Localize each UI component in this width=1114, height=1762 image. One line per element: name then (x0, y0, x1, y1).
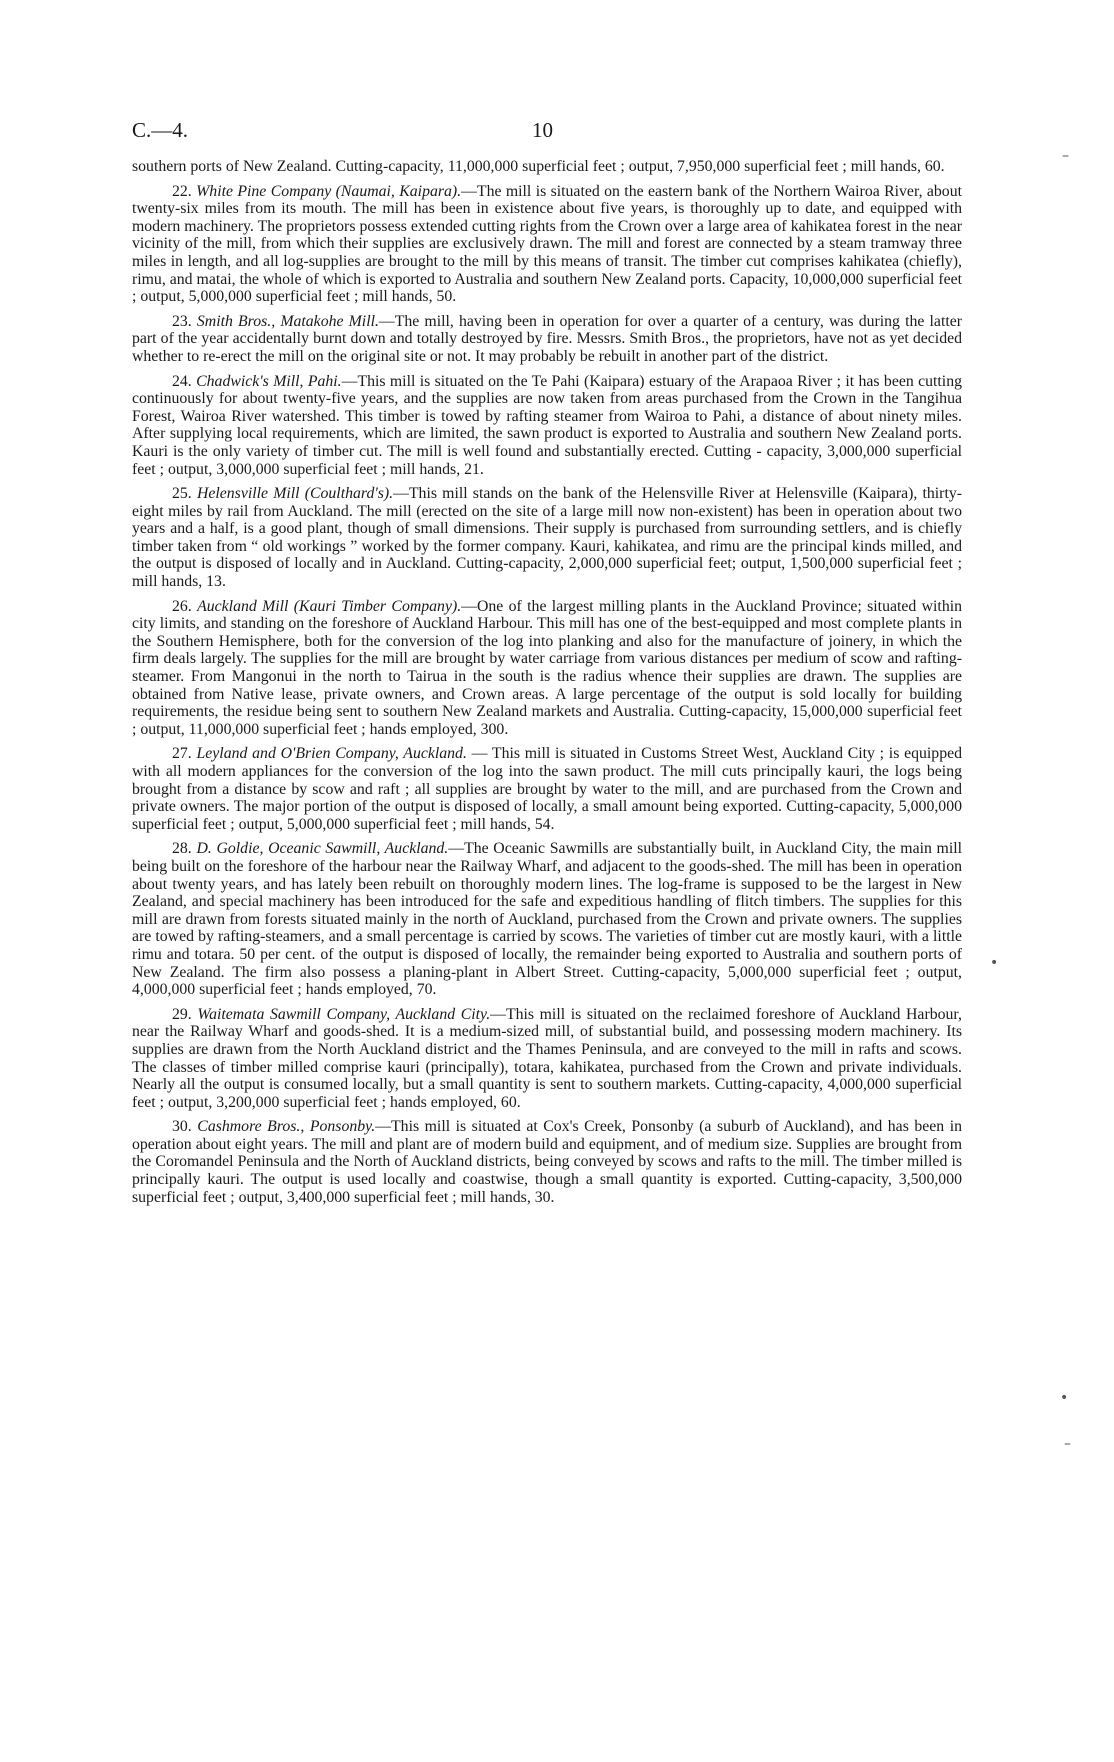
paragraph-26 (132, 598, 962, 739)
margin-dot-mark: • (1060, 1390, 1069, 1406)
paragraph-29 (132, 1006, 962, 1112)
paragraph-24 (132, 373, 962, 479)
paragraph-text: —The mill, having been in operation for over a quarter of a century, was during the latter part of the year accidentally burnt down and totally destroyed by fire. Messrs. Smith Bros., the proprietors, have not as yet decided whether to re-erect the mill on the original site or not. It may probably be rebuilt in another part of the district. (132, 312, 962, 365)
paragraph-text: —This mill is situated on the reclaimed foreshore of Auckland Harbour, near the Railway Wharf and goods-shed. It is a medium-sized mill, of substantial build, and possessing modern machinery. Its supplies are drawn from the North Auckland district and the Thames Peninsula, and are conveyed to the mill in rafts and scows. The classes of timber milled comprise kauri (principally), totara, kahikatea, purchased from the Crown and private individuals. Nearly all the output is consumed locally, but a small quantity is sent to southern markets. Cutting-capacity, 4,000,000 superficial feet ; output, 3,200,000 superficial feet ; hands employed, 60. (132, 1005, 962, 1111)
paragraph-number: 30. (172, 1118, 192, 1136)
mill-title: White Pine Company (Naumai, Kaipara). (196, 182, 462, 200)
paragraph-number: 29. (172, 1005, 192, 1023)
paragraph-30 (132, 1118, 962, 1206)
body-text (132, 158, 962, 1206)
mill-title: Waitemata Sawmill Company, Auckland City. (197, 1005, 491, 1023)
paragraph-number: 27. (172, 745, 192, 763)
paragraph-number: 26. (172, 597, 192, 615)
margin-dot-mark: • (990, 955, 999, 971)
paragraph-text: —This mill is situated on the Te Pahi (Kaipara) estuary of the Arapaoa River ; it has been cutting continuously for about twenty-five years, and the supplies are now taken from areas purchased from the Crown in the Tangihua Forest, Wairoa River watershed. This timber is towed by rafting steamer from Wairoa to Pahi, a distance of about ninety miles. After supplying local requirements, which are limited, the sawn product is exported to Australia and southern New Zealand ports. Kauri is the only variety of timber cut. The mill is well found and substantially erected. Cutting - capacity, 3,000,000 superficial feet ; output, 3,000,000 superficial feet ; mill hands, 21. (132, 372, 962, 478)
paragraph-27 (132, 745, 962, 833)
mill-title: Chadwick's Mill, Pahi. (196, 372, 342, 390)
mill-title: Leyland and O'Brien Company, Auckland. (196, 745, 467, 763)
page-header (132, 118, 962, 158)
paragraph-text: —The Oceanic Sawmills are substantially built, in Auckland City, the main mill being built on the foreshore of the harbour near the Railway Wharf, and adjacent to the goods-shed. The mill has been in operation about twenty years, and has lately been rebuilt on thoroughly modern lines. The log-frame is supposed to be the largest in New Zealand, and special machinery has been introduced for the safe and expeditious handling of flitch timbers. The supplies for this mill are drawn from forests situated mainly in the north of Auckland, purchased from the Crown and private owners. The supplies are towed by rafting-steamers, and a small percentage is carried by scows. The varieties of timber cut are mostly kauri, with a little rimu and totara. 50 per cent. of the output is disposed of locally, the remainder being exported to Australia and southern ports of New Zealand. The firm also possess a planing-plant in Albert Street. Cutting-capacity, 5,000,000 superficial feet ; output, 4,000,000 superficial feet ; hands employed, 70. (132, 840, 963, 999)
paragraph-28 (132, 840, 962, 998)
margin-dash-mark: – (1064, 1436, 1071, 1452)
mill-title: Auckland Mill (Kauri Timber Company). (197, 597, 462, 615)
paragraph-number: 23. (172, 312, 192, 330)
paragraph-number: 25. (172, 485, 192, 503)
document-reference: C.—4. (132, 118, 189, 142)
paragraph-continuation (132, 158, 962, 176)
paragraph-text: southern ports of New Zealand. Cutting-capacity, 11,000,000 superficial feet ; output, 7,950,000 superficial feet ; mill hands, 60. (132, 158, 945, 175)
page-number: 10 (532, 118, 553, 142)
mill-title: Smith Bros., Matakohe Mill. (196, 312, 379, 330)
paragraph-text: —One of the largest milling plants in the Auckland Province; situated within city limits, and standing on the foreshore of Auckland Harbour. This mill has one of the best-equipped and most complete plants in the Southern Hemisphere, both for the conversion of the log into planking and also for the manufacture of joinery, in which the firm deals largely. The supplies for the mill are brought by water carriage from various distances per medium of scow and rafting-steamer. From Mangonui in the north to Tairua in the south is the radius whence their supplies are drawn. The supplies are obtained from Native lease, private owners, and Crown areas. A large percentage of the output is sold locally for building requirements, the residue being sent to southern New Zealand markets and Australia. Cutting-capacity, 15,000,000 superficial feet ; output, 11,000,000 superficial feet ; hands employed, 300. (132, 597, 963, 738)
paragraph-text: — This mill is situated in Customs Street West, Auckland City ; is equipped with all modern appliances for the conversion of the log into the sawn product. The mill cuts principally kauri, the logs being brought from a distance by scow and raft ; all supplies are brought by water to the mill, and are purchased from the Crown and private owners. The major portion of the output is disposed of locally, a small amount being exported. Cutting-capacity, 5,000,000 superficial feet ; output, 5,000,000 superficial feet ; mill hands, 54. (132, 745, 962, 833)
document-page (132, 118, 962, 1213)
paragraph-number: 28. (172, 840, 192, 858)
paragraph-22 (132, 183, 962, 306)
margin-dash-mark: – (1062, 148, 1069, 164)
paragraph-25 (132, 485, 962, 591)
paragraph-23 (132, 313, 962, 366)
paragraph-text: —The mill is situated on the eastern bank of the Northern Wairoa River, about twenty-six miles from its mouth. The mill has been in existence about five years, is thoroughly up to date, and equipped with modern machinery. The proprietors possess extended cutting rights from the Crown over a large area of kahikatea forest in the near vicinity of the mill, from which their supplies are exclusively drawn. The mill and forest are connected by a steam tramway three miles in length, and all log-supplies are brought to the mill by this means of transit. The timber cut comprises kahikatea (chiefly), rimu, and matai, the whole of which is exported to Australia and southern New Zealand ports. Capacity, 10,000,000 superficial feet ; output, 5,000,000 superficial feet ; mill hands, 50. (132, 182, 962, 306)
paragraph-number: 22. (172, 182, 192, 200)
mill-title: Cashmore Bros., Ponsonby. (197, 1118, 376, 1136)
paragraph-text: —This mill stands on the bank of the Helensville River at Helensville (Kaipara), thirty-eight miles by rail from Auckland. The mill (erected on the site of a large mill now non-existent) has been in operation about two years and a half, is a good plant, though of small dimensions. Their supply is purchased from surrounding settlers, and is chiefly timber taken from “ old workings ” worked by the former company. Kauri, kahikatea, and rimu are the principal kinds milled, and the output is disposed of locally and in Auckland. Cutting-capacity, 2,000,000 superficial feet; output, 1,500,000 superficial feet ; mill hands, 13. (132, 485, 962, 591)
mill-title: Helensville Mill (Coulthard's). (196, 485, 394, 503)
paragraph-text: —This mill is situated at Cox's Creek, Ponsonby (a suburb of Auckland), and has been in operation about eight years. The mill and plant are of modern build and equipment, and of medium size. Supplies are brought from the Coromandel Peninsula and the North of Auckland districts, being conveyed by scows and rafts to the mill. The timber milled is principally kauri. The output is used locally and coastwise, though a small quantity is exported. Cutting-capacity, 3,500,000 superficial feet ; output, 3,400,000 superficial feet ; mill hands, 30. (132, 1118, 962, 1206)
paragraph-number: 24. (172, 372, 192, 390)
mill-title: D. Goldie, Oceanic Sawmill, Auckland. (196, 840, 449, 858)
